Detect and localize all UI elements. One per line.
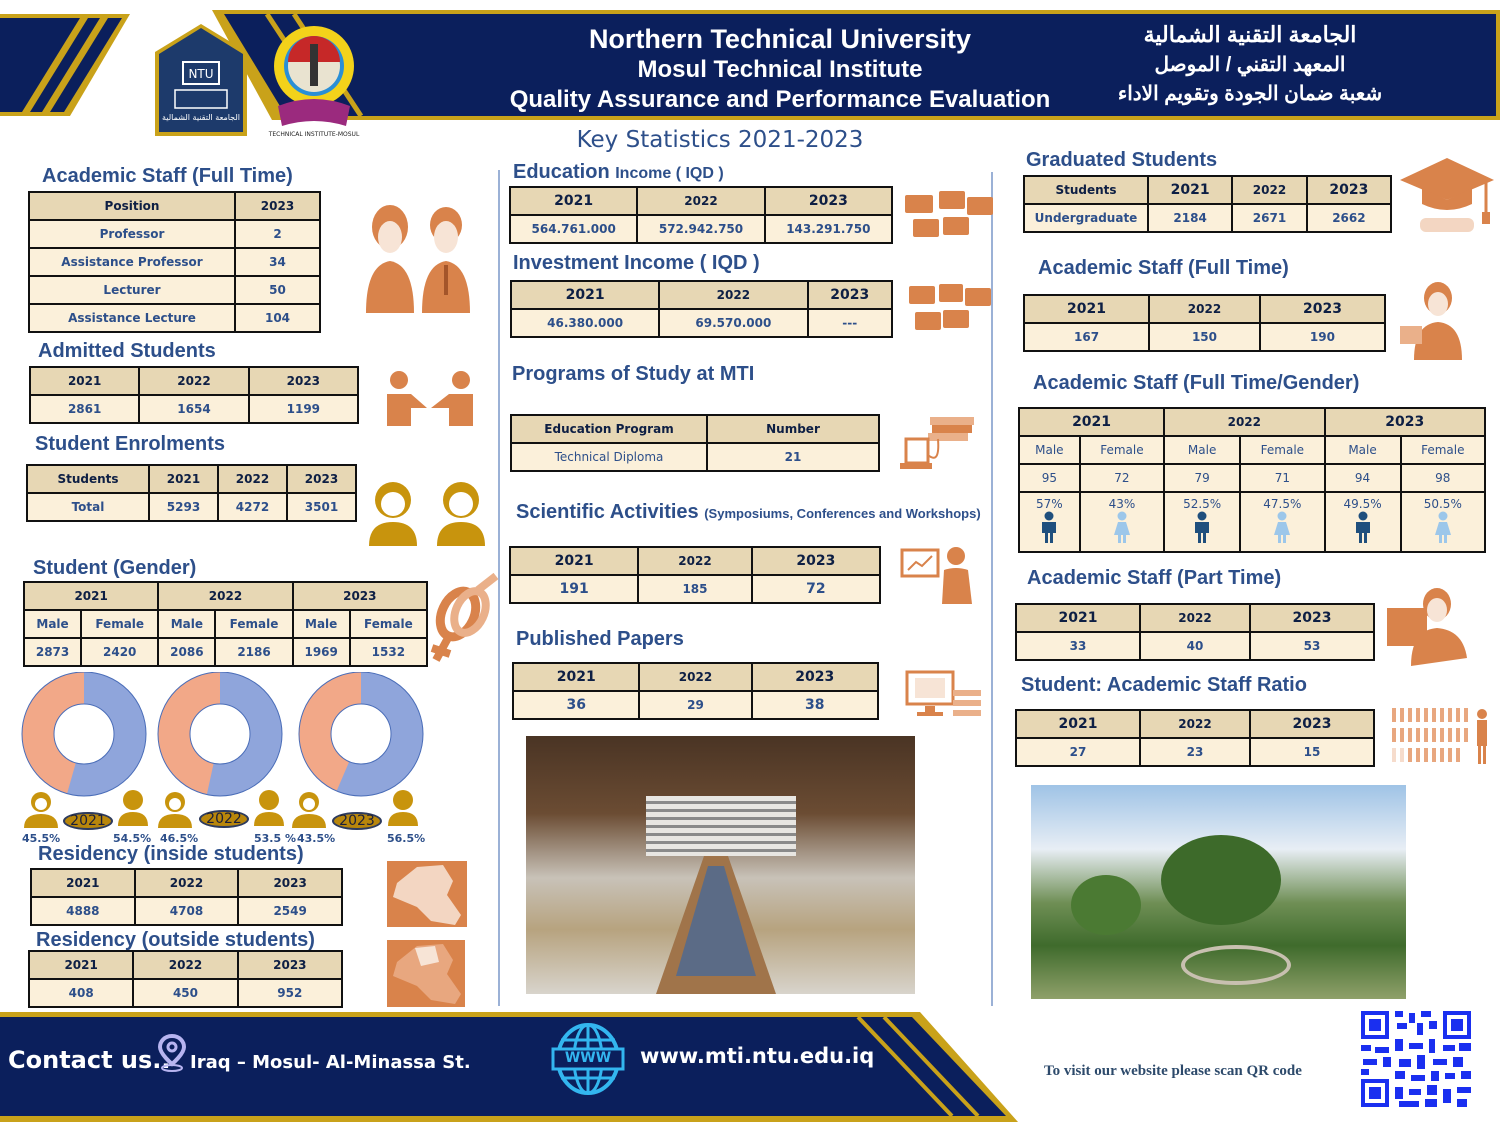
handshake-icon [385,370,475,430]
student-gender-title: Student (Gender) [33,557,197,579]
header-cell: 2023 [235,192,320,220]
iraq-map-outside-icon [387,940,465,1007]
institute-name-ar: المعهد التقني / الموصل [1154,54,1346,76]
staff-parttime-table: 2021 2022 2023 33 40 53 [1015,603,1375,661]
female-pct-2023: 43.5% [297,832,336,845]
enrolments-title: Student Enrolments [35,433,226,455]
male-figure-icon [1353,511,1373,543]
staff-positions-table [28,191,321,333]
staff-positions-title: Academic Staff (Full Time) [42,165,293,187]
table-row: Male Female Male Female Male Female [1019,436,1485,464]
table-row: 57% 43% 52.5% 47.5% 49.5% 50.5% [1019,492,1485,552]
staff-gender-table: 2021 2022 2023 Male Female Male Female Male Female 95 72 79 71 94 98 57% 43% 52.5% 47.5% 49.5% 50.5% [1018,407,1486,553]
page-subtitle: Key Statistics 2021-2023 [576,127,864,153]
qr-code[interactable] [1359,1009,1473,1109]
female-pct-2021: 45.5% [22,832,61,845]
donut-chart-2023 [297,672,427,800]
money-stack-icon [903,185,995,241]
education-income-table: 2021 2022 2023 564.761.000 572.942.750 143.291.750 [509,186,893,244]
department-name-ar: شعبة ضمان الجودة وتقويم الاداء [1117,83,1383,105]
table-row: 564.761.000 572.942.750 143.291.750 [510,215,892,243]
header-title-en [470,24,1090,115]
admitted-table: 2021 2022 2023 2861 1654 1199 [29,366,359,424]
male-pct-2021: 54.5% [113,832,152,845]
investment-income-table: 2021 2022 2023 46.380.000 69.570.000 --- [510,280,893,338]
table-row: Male Female Male Female Male Female [24,610,427,638]
iraq-map-inside-icon [387,861,467,927]
graduated-title: Graduated Students [1026,149,1218,171]
svg-text:الجامعة التقنية الشمالية: الجامعة التقنية الشمالية [161,113,241,122]
header-cell: Position [29,192,235,220]
investment-income-title: Investment Income ( IQD ) [513,252,760,274]
male-student-icon [116,788,150,826]
contact-label: Contact us.. [8,1046,171,1074]
table-row: Professor 2 [29,220,320,248]
residency-inside-table: 2021 2022 2023 4888 4708 2549 [30,868,343,926]
table-row: Assistance Lecture 104 [29,304,320,332]
ntu-logo [153,22,249,138]
table-row: 46.380.000 69.570.000 --- [511,309,892,337]
female-figure-icon [1112,511,1132,543]
institute-name: Mosul Technical Institute [637,56,923,83]
graduation-cap-icon [1398,154,1496,238]
table-row: 2873 2420 2086 2186 1969 1532 [24,638,427,666]
staff-parttime-title: Academic Staff (Part Time) [1027,567,1282,589]
donut-chart-2022 [156,672,286,800]
svg-text:NTU: NTU [188,67,214,81]
address-text: Iraq – Mosul- Al-Minassa St. [190,1052,471,1073]
male-pct-2023: 56.5% [387,832,426,845]
papers-table: 2021 2022 2023 36 29 38 [512,662,879,720]
staff-fulltime-table: 2021 2022 2023 167 150 190 [1023,294,1386,352]
residency-inside-title: Residency (inside students) [38,843,304,865]
programs-title: Programs of Study at MTI [512,363,755,385]
male-figure-icon [1039,511,1059,543]
table-row: 2861 1654 1199 [30,395,358,423]
globe-www-icon [549,1022,627,1096]
crowd-ratio-icon [1390,704,1494,768]
female-student-icon [290,790,328,828]
table-row: Technical Diploma 21 [511,443,879,471]
ratio-table: 2021 2022 2023 27 23 15 [1015,709,1375,767]
donut-chart-2021 [20,672,150,800]
table-row: Assistance Professor 34 [29,248,320,276]
table-row: 408 450 952 [29,979,342,1007]
computer-document-icon [903,668,983,720]
table-row: 27 23 15 [1016,738,1374,766]
year-badge-2021: 2021 [63,812,113,830]
staff-fulltime-title: Academic Staff (Full Time) [1038,257,1289,279]
table-row: 95 72 79 71 94 98 [1019,464,1485,492]
campus-garden-photo [1031,785,1406,999]
female-figure-icon [1272,511,1292,543]
table-row: 167 150 190 [1024,323,1385,351]
male-figure-icon [1192,511,1212,543]
university-name: Northern Technical University [588,24,972,54]
svg-text:TECHNICAL INSTITUTE-MOSUL: TECHNICAL INSTITUTE-MOSUL [268,131,360,138]
female-student-icon [22,790,60,828]
department-name: Quality Assurance and Performance Evaluation [509,86,1051,113]
graduated-table: Students 2021 2022 2023 Undergraduate 2184 2671 2662 [1023,175,1392,233]
header-left-stripes [0,10,140,120]
header-title-ar [1100,20,1400,108]
presenter-icon [898,544,978,604]
staff-couple-icon [358,205,478,315]
scientific-table: 2021 2022 2023 191 185 72 [509,546,881,604]
staff-briefcase-icon [1398,280,1466,360]
table-row: 191 185 72 [510,575,880,603]
year-badge-2022: 2022 [199,810,249,828]
admitted-title: Admitted Students [38,340,216,362]
computer-lab-photo [526,736,915,994]
table-row: 4888 4708 2549 [31,897,342,925]
residency-outside-table: 2021 2022 2023 408 450 952 [28,950,343,1008]
laptop-books-icon [900,415,980,473]
female-pct-2022: 46.5% [160,832,199,845]
table-row: Total 5293 4272 3501 [27,493,356,521]
money-stack-icon [907,280,993,336]
papers-title: Published Papers [516,628,684,650]
gender-symbol-icon [428,572,500,664]
year-badge-2023: 2023 [332,812,382,830]
residency-outside-title: Residency (outside students) [36,929,315,951]
website-link[interactable]: www.mti.ntu.edu.iq [640,1044,875,1068]
scientific-title: Scientific Activities (Symposiums, Conferences and Workshops) [516,501,981,523]
mti-logo [268,22,360,140]
boy-girl-icon [365,478,490,546]
www-label: WWW [564,1050,612,1066]
enrolments-table: Students 2021 2022 2023 Total 5293 4272 3501 [26,464,357,522]
table-row: 36 29 38 [513,691,878,719]
location-pin-icon [158,1034,186,1072]
table-row: Undergraduate 2184 2671 2662 [1024,204,1391,232]
lecturer-board-icon [1385,586,1471,666]
programs-table: Education Program Number Technical Diploma 21 [510,414,880,472]
table-row: Lecturer 50 [29,276,320,304]
table-row: 33 40 53 [1016,632,1374,660]
male-student-icon [386,788,420,826]
university-name-ar: الجامعة التقنية الشمالية [1143,22,1357,47]
female-figure-icon [1433,511,1453,543]
male-student-icon [252,788,286,826]
student-gender-table: 2021 2022 2023 Male Female Male Female Male Female 2873 2420 2086 2186 1969 1532 [23,581,428,667]
qr-caption: To visit our website please scan QR code [1044,1063,1302,1079]
ratio-title: Student: Academic Staff Ratio [1021,674,1307,696]
female-student-icon [156,790,194,828]
male-pct-2022: 53.5 % [254,832,296,845]
staff-gender-title: Academic Staff (Full Time/Gender) [1033,372,1360,394]
education-income-title: Education Income ( IQD ) [513,161,724,183]
